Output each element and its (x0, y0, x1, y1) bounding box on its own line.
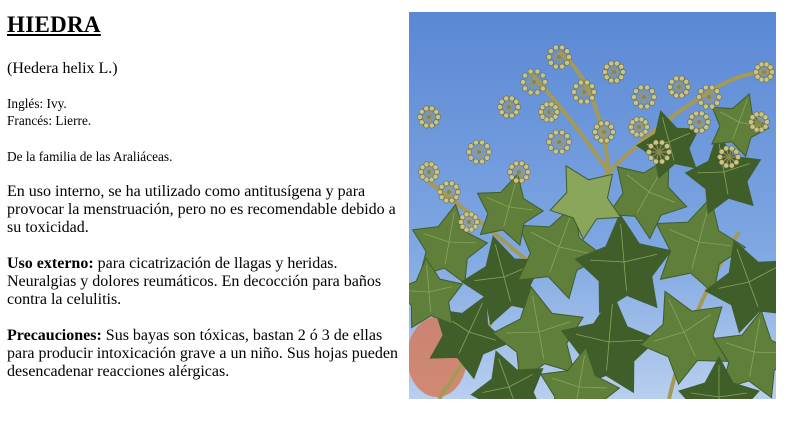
berry-cluster (667, 76, 690, 98)
berry-cluster (753, 62, 774, 82)
language-names (7, 95, 405, 129)
external-use-paragraph (7, 255, 405, 309)
berry-cluster (538, 102, 559, 122)
english-name: Inglés: Ivy. (7, 96, 67, 111)
french-name: Francés: Lierre. (7, 113, 92, 128)
berry-cluster (507, 161, 530, 183)
berry-cluster (628, 117, 649, 137)
page-title: HIEDRA (7, 12, 101, 37)
external-use-text: para cicatrización de llagas y heridas. Neuralgias y dolores reumáticos. En decocción para baños contra la celulitis. (7, 255, 382, 308)
article-text (7, 10, 405, 381)
berry-cluster (602, 61, 625, 83)
ivy-illustration (409, 12, 776, 399)
scientific-name: (Hedera helix L.) (7, 60, 118, 77)
external-use-label: Uso externo: (7, 255, 94, 272)
berry-cluster (748, 112, 769, 132)
berry-cluster (592, 121, 615, 143)
ivy-plant-photo (409, 12, 776, 399)
berry-cluster (717, 146, 740, 168)
precautions-label: Precauciones: (7, 327, 102, 344)
berry-cluster (418, 162, 439, 182)
precautions-text: Sus bayas son tóxicas, bastan 2 ó 3 de ellas para producir intoxicación grave a un niño. Sus hojas pueden desencadenar reacciones alérgicas. (7, 327, 398, 380)
berry-cluster (458, 212, 479, 232)
plant-family: De la familia de las Araliáceas. (7, 149, 173, 164)
berry-cluster (417, 106, 440, 128)
precautions-paragraph (7, 327, 405, 381)
internal-use-paragraph: En uso interno, se ha utilizado como antitusígena y para provocar la menstruación, pero no es recomendable debido a su toxicidad. (7, 183, 396, 236)
berry-cluster (437, 181, 460, 203)
berry-cluster (497, 96, 520, 118)
berry-cluster (687, 111, 710, 133)
